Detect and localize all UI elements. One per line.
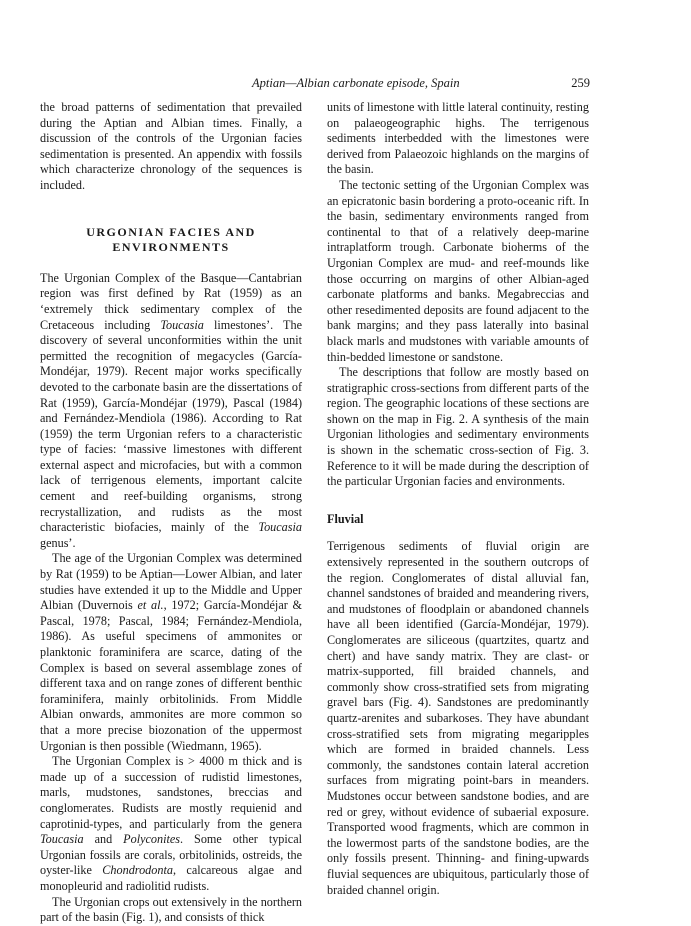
paragraph-outcrop: The Urgonian crops out extensively in the northern part of the basin (Fig. 1), and consists of thick: [40, 894, 302, 925]
paragraph-fluvial: Terrigenous sediments of fluvial origin are extensively represented in the southern outcrops of the region. Conglomerates of distal alluvial fan, channel sandstones of braided and meandering rivers, and mudstones of floodplain or abandoned channels have all been identified (García-Mondéjar, 1979). Conglomerates are siliceous (quartzites, quartz and chert) and have sandy matrix. They are clast- or matrix-supported, fill braided channels, and commonly show cross-stratified sets from migrating gravel bars (Fig. 4). Sandstones are predominantly quartz-arenites and subarkoses. They have abundant cross-stratified sets from migrating megaripples which are formed in braided channels. Less commonly, the sandstones contain lateral accretion surfaces from migrating point-bars in meanders. Mudstones occur between sandstone bodies, and are red or grey, without evidence of subaerial exposure. Transported wood fragments, which are common in the lowermost parts of the sandstone bodies, are the only fossils present. Thinning- and fining-upwards fluvial sequences are ubiquitous, particularly those of braided channel origin.: [327, 539, 589, 897]
paragraph-urgonian-definition: [40, 271, 302, 552]
paragraph-intro: the broad patterns of sedimentation that prevailed during the Aptian and Albian times. Finally, a discussion of the controls of the Urgonian facies sedimentation is presented. An appendix with fossils which characterize chronology of the sequences is included.: [40, 100, 302, 192]
section-heading: [40, 225, 302, 256]
right-column: [327, 100, 589, 898]
text-span: The age of the Urgonian Complex was determined by Rat (1959) to be Aptian—Lower Albian, and later studies have extended it up to the Middle and Upper Albian (Duvernois: [40, 551, 302, 613]
citation-etal: et al.: [137, 598, 164, 613]
taxon-name: Toucasia: [160, 317, 204, 332]
text-span: genus’.: [40, 535, 76, 550]
text-span: The Urgonian Complex is > 4000 m thick and is made up of a succession of rudistid limestones, marls, mudstones, sandstones, breccias and conglomerates. Rudists are mostly requienid and caprotinid-types, and particularly from the genera: [40, 754, 302, 831]
left-column: [40, 100, 302, 926]
paragraph-tectonic-setting: The tectonic setting of the Urgonian Complex was an epicratonic basin bordering a proto-oceanic rift. In the basin, sedimentary environments ranged from continental to that of a relatively deep-marine intraplatform trough. Carbonate bioherms of the Urgonian Complex are mud- and reef-mounds like those occurring on margins of other Albian-aged carbonate platforms and banks. Megabreccias and other resedimented deposits are found adjacent to the bank margins; and they pass laterally into basinal black marls and mudstones with variable amounts of thin-bedded limestone or sandstone.: [327, 177, 589, 364]
running-title: Aptian—Albian carbonate episode, Spain: [252, 76, 460, 90]
page-number: 259: [571, 76, 590, 90]
text-span: . Some other typical Urgonian fossils are corals, orbitolinids, ostreids, the oyster-like: [40, 832, 302, 878]
text-span: , calcareous algae and monopleurid and radiolitid rudists.: [40, 863, 302, 893]
section-heading-line-1: URGONIAN FACIES AND: [86, 224, 256, 239]
paragraph-descriptions: The descriptions that follow are mostly based on stratigraphic cross-sections from different parts of the region. The geographic locations of these sections are shown on the map in Fig. 2. A synthesis of the main Urgonian lithologies and sedimentary environments is shown in the schematic cross-section of Fig. 3. Reference to it will be made during the description of the particular Urgonian facies and environments.: [327, 365, 589, 489]
taxon-name: Toucasia: [40, 832, 84, 847]
page-header: [40, 76, 590, 92]
taxon-name: Toucasia: [258, 520, 302, 535]
text-span: The Urgonian Complex of the Basque—Cantabrian region was first defined by Rat (1959) as an ‘extremely thick sedimentary complex of the Cretaceous including: [40, 270, 302, 332]
taxon-name: Polyconites: [123, 832, 181, 847]
section-heading-line-2: ENVIRONMENTS: [112, 240, 230, 255]
paragraph-age: [40, 551, 302, 754]
paragraph-continuation: units of limestone with little lateral continuity, resting on palaeogeographic highs. The terrigenous sediments interbedded with the limestones were derived from Palaeozoic highlands on the margins of the basin.: [327, 100, 589, 177]
taxon-name: Chondrodonta: [102, 863, 173, 878]
text-span: and: [83, 832, 124, 847]
paragraph-thickness: [40, 754, 302, 894]
text-span: , 1972; García-Mondéjar & Pascal, 1978; Pascal, 1984; Fernández-Mendiola, 1986). As useful specimens of ammonites or planktonic foraminifera are scarce, dating of the Complex is based on several assemblage zones of different taxa and on range zones of different benthic foraminifera, mainly orbitolinids. From Middle Albian onwards, ammonites are more common so that a more precise biozonation of the uppermost Urgonian is then possible (Wiedmann, 1965).: [40, 598, 303, 753]
subheading-fluvial: Fluvial: [327, 511, 364, 526]
text-span: limestones’. The discovery of several unconformities within the unit permitted the recognition of megacycles (García-Mondéjar, 1979). Recent major works specifically devoted to the carbonate basin are the dissertations of Rat (1959), García-Mondéjar (1979), Pascal (1984) and Fernández-Mendiola (1986). According to Rat (1959) the term Urgonian refers to a characteristic type of facies: ‘massive limestones with different external aspect and microfacies, but with a common lack of terrigenous elements, important calcite cement and reef-building organisms, strong recrystallization, and rudists as the most characteristic biofacies, mainly of the: [40, 317, 302, 535]
